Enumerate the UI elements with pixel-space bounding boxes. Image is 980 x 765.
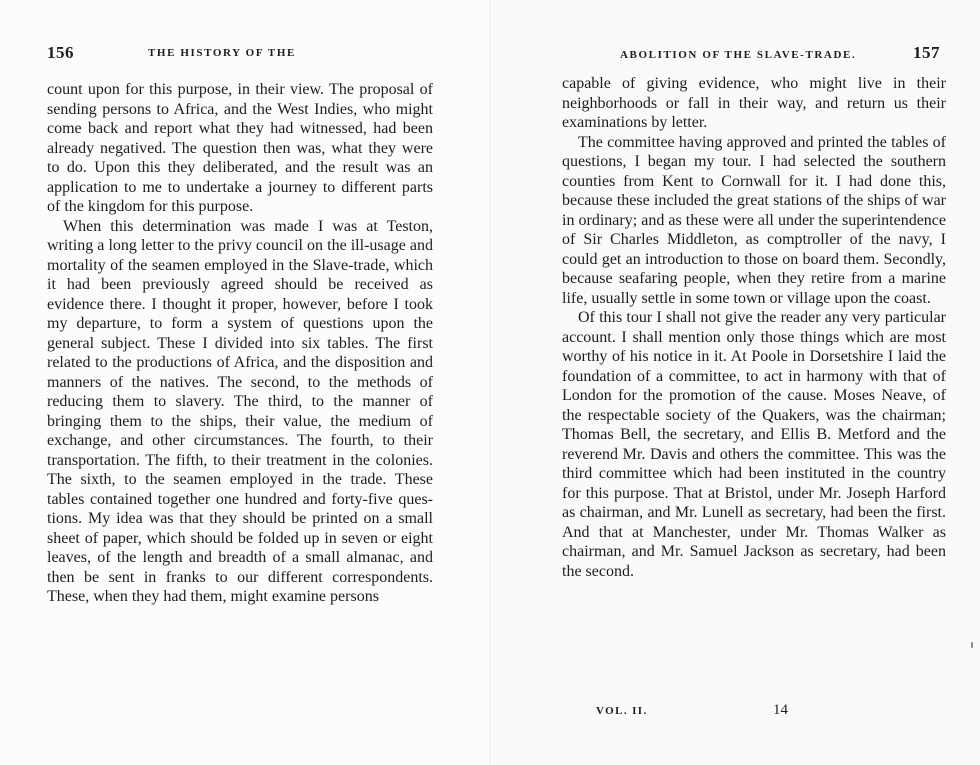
book-gutter bbox=[489, 0, 491, 765]
right-paragraph-2: The committee having approved and printed the tables of questions, I began my tour. I had selected the southern counties from Kent to Cornwall for it. I had done this, because these included the great stations of the ships of war in ordinary; and as these were all under the superintendence of Sir Charles Middleton, as comptroller of the navy, I could get an introduction to those on board them. Secondly, because seafaring people, when they retire from a marine life, usually settle in some town or village upon the coast. bbox=[562, 133, 946, 307]
left-paragraph-2: When this determination was made I was at Teston, writing a long letter to the privy council on the ill-usage and mortality of the seamen employed in the Slave-trade, which it had been previously agreed should be received as evidence there. I thought it proper, however, before I took my departure, to form a system of questions upon the general subject. These I divided into six tables. The first related to the productions of Africa, and the disposition and manners of the natives. The second, to the methods of reducing them to slavery. The third, to the manner of bringing them to the ships, their value, the medium of exchange, and other circumstances. The fourth, to their transportation. The fifth, to their treatment in the colonies. The sixth, to the seamen employed in the trade. These tables contained together one hundred and forty-five questions. My idea was that they should be printed on a small sheet of paper, which should be folded up in seven or eight leaves, of the length and breadth of a small almanac, and then be sent in franks to our different correspondents. These, when they had them, might examine persons bbox=[47, 217, 433, 605]
right-running-header bbox=[620, 43, 940, 65]
left-page-number: 156 bbox=[47, 43, 74, 62]
left-page-body bbox=[47, 80, 433, 607]
signature-number: 14 bbox=[773, 702, 788, 718]
right-page-number: 157 bbox=[913, 43, 940, 62]
right-paragraph-1: capable of giving evidence, who might live in their neighborhoods or fall in their way, and return us their examinations by letter. bbox=[562, 75, 946, 131]
right-running-title: ABOLITION OF THE SLAVE-TRADE. bbox=[620, 49, 857, 61]
paper-speck bbox=[971, 642, 973, 648]
printer-signature bbox=[596, 702, 796, 720]
left-paragraph-1: count upon for this purpose, in their view. The proposal of sending persons to Africa, and the West Indies, who might come back and report what they had witnessed, had been already negatived. The question then was, what they were to do. Upon this they deliberated, and the result was an application to me to undertake a journey to different parts of the kingdom for this purpose. bbox=[47, 81, 433, 215]
volume-mark: VOL. II. bbox=[596, 705, 648, 717]
left-running-header bbox=[47, 43, 442, 65]
left-running-title: THE HISTORY OF THE bbox=[148, 47, 296, 59]
right-page-body bbox=[562, 74, 946, 581]
right-paragraph-3: Of this tour I shall not give the reader any very particular account. I shall mention only those things which are most worthy of his notice in it. At Poole in Dorsetshire I laid the foundation of a committee, to act in harmony with that of London for the promotion of the cause. Moses Neave, of the respectable society of the Quakers, was the chairman; Thomas Bell, the secretary, and Ellis B. Metford and the reverend Mr. Davis and others the committee. This was the third committee which had been instituted in the country for this purpose. That at Bristol, under Mr. Joseph Harford as chairman, and Mr. Lunell as secretary, had been the first. And that at Manchester, under Mr. Thomas Walker as chairman, and Mr. Samuel Jackson as secretary, had been the second. bbox=[562, 309, 946, 580]
